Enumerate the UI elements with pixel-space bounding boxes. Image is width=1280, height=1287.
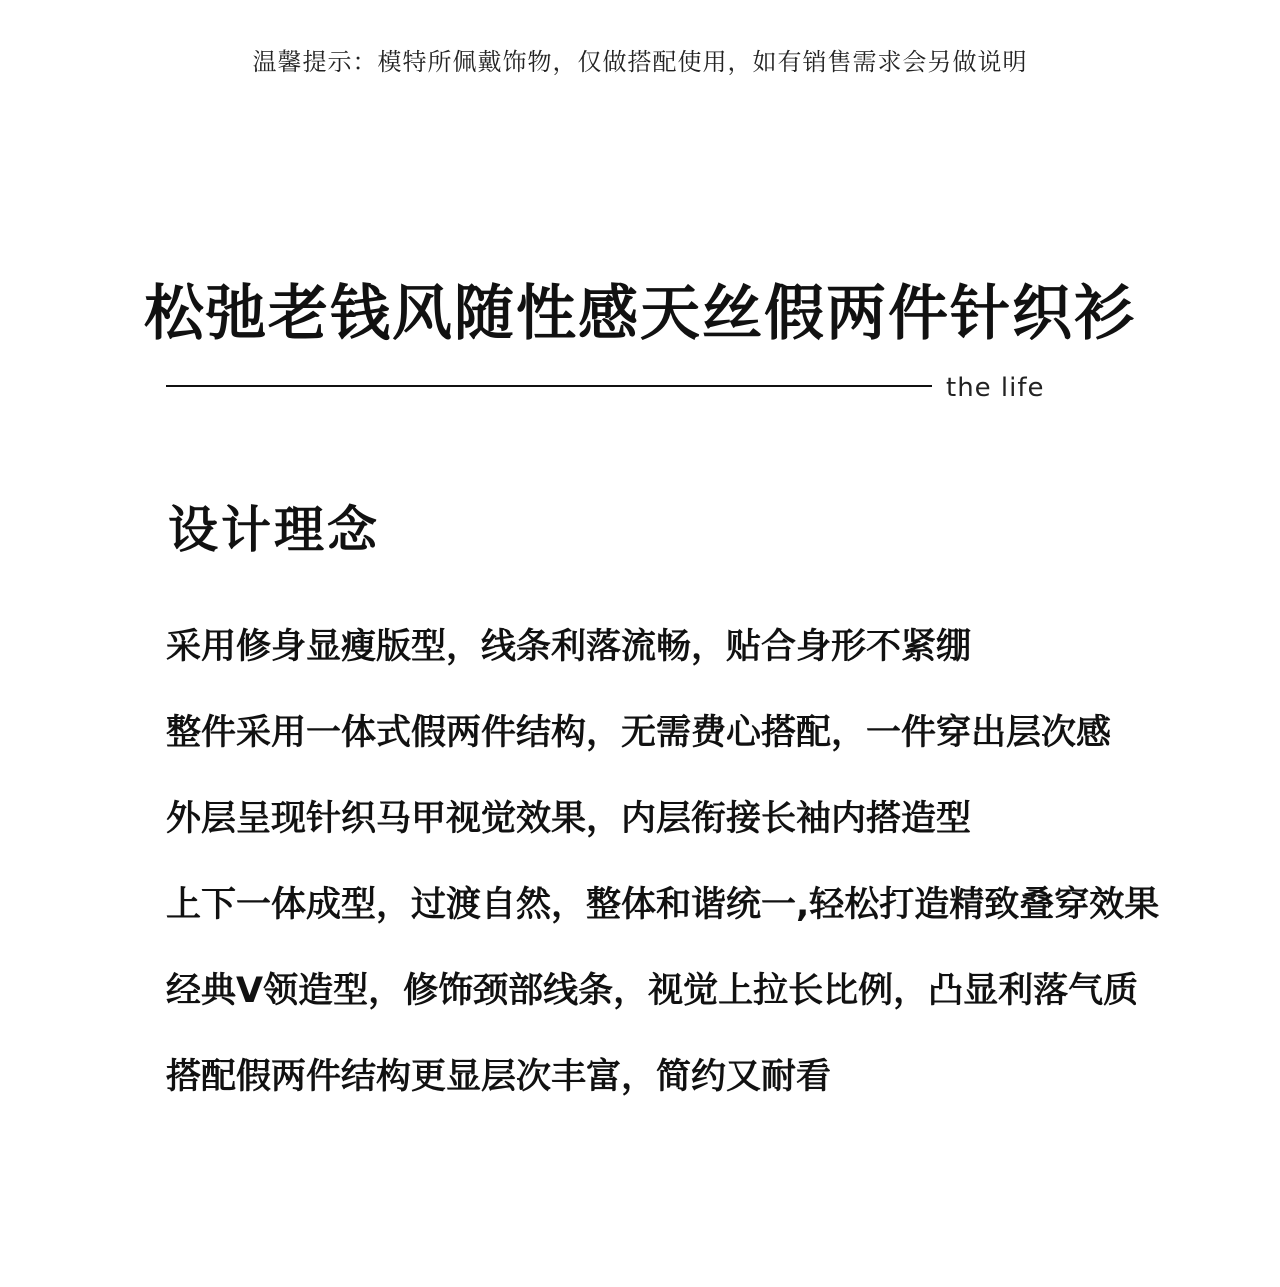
description-line: 采用修身显瘦版型，线条利落流畅，贴合身形不紧绷 [166,627,972,667]
divider-line [166,385,932,387]
description-line: 搭配假两件结构更显层次丰富，简约又耐看 [166,1057,832,1097]
product-title: 松弛老钱风随性感天丝假两件针织衫 [144,279,1136,349]
tagline-text: the life [946,373,1045,403]
title-divider [166,368,1066,408]
design-description-list [166,618,1266,1134]
description-line: 上下一体成型，过渡自然，整体和谐统一,轻松打造精致叠穿效果 [166,885,1160,925]
section-heading-design-concept: 设计理念 [168,501,380,559]
description-line: 外层呈现针织马甲视觉效果，内层衔接长袖内搭造型 [166,799,972,839]
description-line: 整件采用一体式假两件结构，无需费心搭配，一件穿出层次感 [166,713,1112,753]
description-line: 经典V领造型，修饰颈部线条，视觉上拉长比例，凸显利落气质 [166,971,1139,1011]
model-accessory-notice: 温馨提示：模特所佩戴饰物，仅做搭配使用，如有销售需求会另做说明 [252,48,1028,76]
